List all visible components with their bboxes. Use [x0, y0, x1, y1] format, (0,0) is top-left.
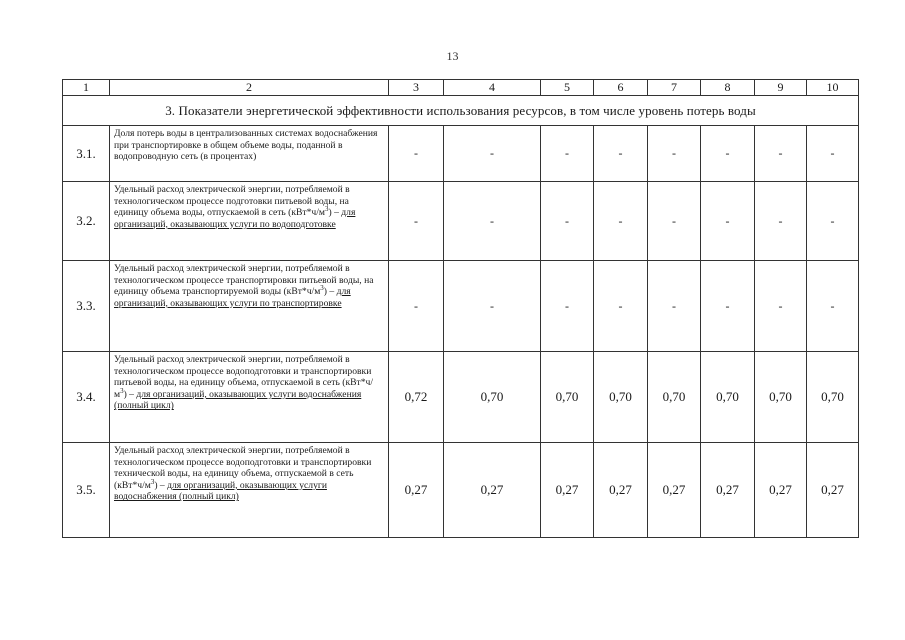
column-header: 7 — [648, 80, 701, 96]
value-cell: 0,27 — [594, 443, 648, 538]
column-header: 9 — [755, 80, 807, 96]
row-number: 3.3. — [63, 261, 110, 352]
value-cell: 0,70 — [807, 352, 859, 443]
value-cell: - — [594, 261, 648, 352]
value-cell: - — [701, 126, 755, 182]
value-cell: - — [444, 182, 541, 261]
value-cell: - — [541, 126, 594, 182]
value-cell: 0,27 — [701, 443, 755, 538]
value-cell: - — [648, 261, 701, 352]
value-cell: - — [755, 261, 807, 352]
column-header: 3 — [389, 80, 444, 96]
column-header: 1 — [63, 80, 110, 96]
column-header: 6 — [594, 80, 648, 96]
value-cell: - — [389, 261, 444, 352]
description-tail: ) – — [154, 479, 168, 491]
value-cell: 0,70 — [594, 352, 648, 443]
value-cell: 0,70 — [541, 352, 594, 443]
column-header: 4 — [444, 80, 541, 96]
section-title: 3. Показатели энергетической эффективности использования ресурсов, в том числе уровень потерь воды — [63, 96, 859, 126]
value-cell: - — [541, 261, 594, 352]
value-cell: 0,70 — [444, 352, 541, 443]
value-cell: - — [755, 182, 807, 261]
table-row — [63, 352, 859, 443]
description-scope: для организаций, оказывающих услуги водоснабжения (полный цикл) — [114, 388, 362, 412]
value-cell: - — [444, 126, 541, 182]
column-number-row — [63, 80, 859, 96]
description-text: Удельный расход электрической энергии, потребляемой в технологическом процессе транспортировки питьевой воды, на единицу объема транспортируемой воды (кВт*ч/м — [114, 263, 374, 298]
value-cell: - — [541, 182, 594, 261]
description-text: Удельный расход электрической энергии, потребляемой в технологическом процессе подготовки питьевой воды, на единицу объема воды, отпускаемой в сеть (кВт*ч/м — [114, 184, 350, 219]
value-cell: 0,27 — [648, 443, 701, 538]
description-scope: для организаций, оказывающих услуги по транспортировке — [114, 286, 351, 309]
value-cell: 0,27 — [541, 443, 594, 538]
value-cell: - — [807, 126, 859, 182]
column-header: 2 — [110, 80, 389, 96]
indicator-description — [110, 182, 389, 261]
value-cell: - — [594, 126, 648, 182]
value-cell: - — [389, 182, 444, 261]
description-text: Удельный расход электрической энергии, потребляемой в технологическом процессе водоподготовки и транспортировки технической воды, на единицу объема, отпускаемой в сеть (кВт*ч/м — [114, 445, 372, 491]
description-scope: для организаций, оказывающих услуги по водоподготовке — [114, 207, 356, 230]
indicators-table — [62, 79, 859, 538]
value-cell: - — [444, 261, 541, 352]
row-number: 3.2. — [63, 182, 110, 261]
column-header: 5 — [541, 80, 594, 96]
value-cell: - — [648, 126, 701, 182]
table-row — [63, 443, 859, 538]
table-row — [63, 261, 859, 352]
indicator-description — [110, 126, 389, 182]
column-header: 8 — [701, 80, 755, 96]
value-cell: - — [701, 261, 755, 352]
unit-superscript: 3 — [320, 284, 324, 292]
value-cell: - — [807, 182, 859, 261]
indicator-description — [110, 261, 389, 352]
unit-superscript: 3 — [325, 205, 329, 213]
value-cell: - — [648, 182, 701, 261]
section-row — [63, 96, 859, 126]
row-number: 3.1. — [63, 126, 110, 182]
indicator-description — [110, 443, 389, 538]
row-number: 3.4. — [63, 352, 110, 443]
value-cell: 0,27 — [755, 443, 807, 538]
column-header: 10 — [807, 80, 859, 96]
description-text: Доля потерь воды в централизованных системах водоснабжения при транспортировке в общем объеме воды, поданной в водопроводную сеть (в процентах) — [114, 128, 378, 163]
unit-superscript: 3 — [150, 477, 155, 486]
value-cell: 0,70 — [701, 352, 755, 443]
value-cell: 0,70 — [648, 352, 701, 443]
unit-superscript: 3 — [120, 386, 124, 395]
page-number: 13 — [446, 49, 459, 63]
description-tail: ) – — [123, 388, 137, 400]
table-row — [63, 126, 859, 182]
value-cell: - — [755, 126, 807, 182]
value-cell: - — [701, 182, 755, 261]
value-cell: 0,72 — [389, 352, 444, 443]
value-cell: - — [389, 126, 444, 182]
indicator-description — [110, 352, 389, 443]
description-tail: ) – — [328, 207, 342, 219]
table-row — [63, 182, 859, 261]
value-cell: - — [807, 261, 859, 352]
value-cell: - — [594, 182, 648, 261]
value-cell: 0,27 — [807, 443, 859, 538]
value-cell: 0,27 — [389, 443, 444, 538]
description-scope: для организаций, оказывающих услуги водоснабжения (полный цикл) — [114, 479, 327, 503]
value-cell: 0,27 — [444, 443, 541, 538]
row-number: 3.5. — [63, 443, 110, 538]
description-tail: ) – — [323, 286, 337, 298]
description-text: Удельный расход электрической энергии, потребляемой в технологическом процессе водоподготовки и транспортировки питьевой воды, на единицу объема, отпускаемой в сеть (кВт*ч/м — [114, 354, 373, 400]
value-cell: 0,70 — [755, 352, 807, 443]
